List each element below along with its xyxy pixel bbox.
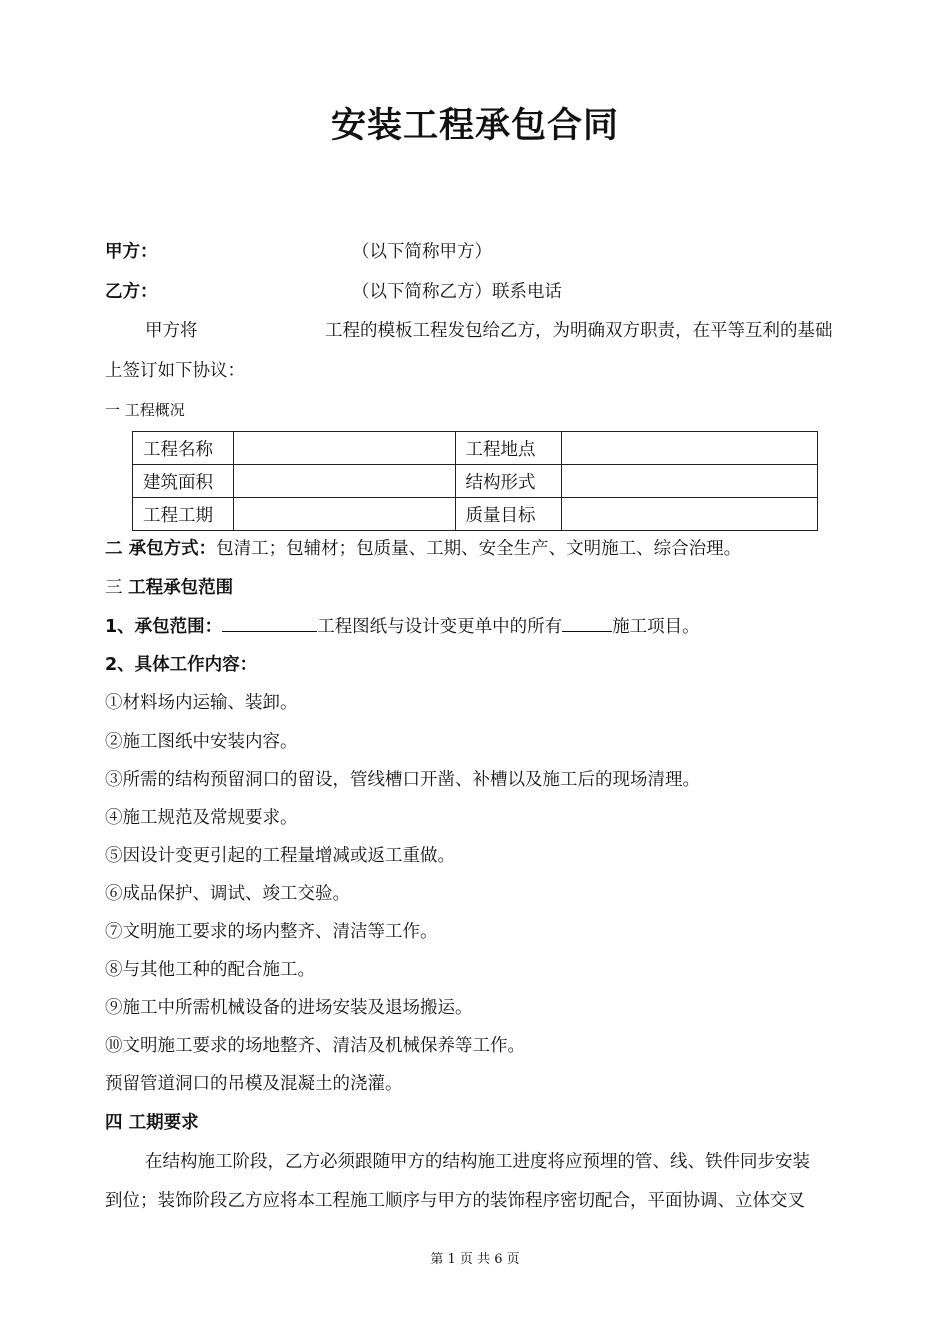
- scope-blank-2: [562, 615, 612, 632]
- table-cell: 工程地点: [455, 432, 562, 465]
- party-b-label: 乙方：: [105, 282, 158, 302]
- party-b-note: （以下简称乙方）联系电话: [352, 282, 562, 302]
- table-cell: 工程工期: [133, 498, 234, 531]
- table-cell: 结构形式: [455, 465, 562, 498]
- table-row: [133, 465, 818, 498]
- party-a-label: 甲方：: [105, 242, 158, 262]
- intro-part2: 工程的模板工程发包给乙方，为明确双方职责，在平等互利的基础: [325, 321, 833, 341]
- list-item: ⑥成品保护、调试、竣工交验。: [105, 884, 350, 904]
- scope-end: 施工项目。: [612, 617, 700, 637]
- page-footer: 第 1 页 共 6 页: [430, 1252, 520, 1267]
- list-item: ⑤因设计变更引起的工程量增减或返工重做。: [105, 846, 455, 866]
- table-cell: [562, 498, 818, 531]
- table-row: [133, 498, 818, 531]
- table-cell: 工程名称: [133, 432, 234, 465]
- overview-table: [132, 431, 818, 531]
- party-a-note: （以下简称甲方）: [352, 242, 492, 262]
- table-cell: 建筑面积: [133, 465, 234, 498]
- section4-heading: 四 工期要求: [105, 1113, 199, 1133]
- list-item: ①材料场内运输、装卸。: [105, 693, 298, 713]
- table-row: [133, 432, 818, 465]
- section3-heading-line: [105, 577, 233, 599]
- table-cell: 质量目标: [455, 498, 562, 531]
- list-item: ⑧与其他工种的配合施工。: [105, 960, 315, 980]
- work-content-label: 2、具体工作内容：: [105, 655, 258, 675]
- table-cell: [233, 432, 455, 465]
- intro-part1: 甲方将: [145, 321, 198, 341]
- table-cell: [233, 498, 455, 531]
- section2-heading: 二 承包方式：: [105, 539, 217, 559]
- section2-line: [105, 538, 741, 560]
- list-item: ④施工规范及常规要求。: [105, 808, 298, 828]
- section1-heading: 一 工程概况: [105, 401, 185, 419]
- document-title: 安装工程承包合同: [330, 106, 619, 146]
- section3-heading-prefix: 三: [105, 578, 129, 598]
- table-cell: [562, 465, 818, 498]
- table-cell: [562, 432, 818, 465]
- list-item: ③所需的结构预留洞口的留设，管线槽口开凿、补槽以及施工后的现场清理。: [105, 770, 700, 790]
- section4-line1: 在结构施工阶段，乙方必须跟随甲方的结构施工进度将应预埋的管、线、铁件同步安装: [145, 1152, 810, 1172]
- list-item: ⑦文明施工要求的场内整齐、清洁等工作。: [105, 922, 438, 942]
- scope-line: [105, 615, 700, 638]
- section4-line2: 到位；装饰阶段乙方应将本工程施工顺序与甲方的装饰程序密切配合，平面协调、立体交叉: [105, 1191, 805, 1211]
- list-item: ②施工图纸中安装内容。: [105, 732, 298, 752]
- table-cell: [233, 465, 455, 498]
- list-item: ⑨施工中所需机械设备的进场安装及退场搬运。: [105, 998, 473, 1018]
- scope-mid: 工程图纸与设计变更单中的所有: [317, 617, 563, 637]
- scope-label: 1、承包范围：: [105, 617, 223, 637]
- intro-part3: 上签订如下协议：: [105, 361, 245, 381]
- list-item: ⑩文明施工要求的场地整齐、清洁及机械保养等工作。: [105, 1036, 525, 1056]
- scope-blank: [222, 615, 317, 632]
- section3-heading: 工程承包范围: [128, 578, 234, 598]
- list-item: 预留管道洞口的吊模及混凝土的浇灌。: [105, 1074, 403, 1094]
- section2-text: 包清工；包辅材；包质量、工期、安全生产、文明施工、综合治理。: [216, 539, 742, 559]
